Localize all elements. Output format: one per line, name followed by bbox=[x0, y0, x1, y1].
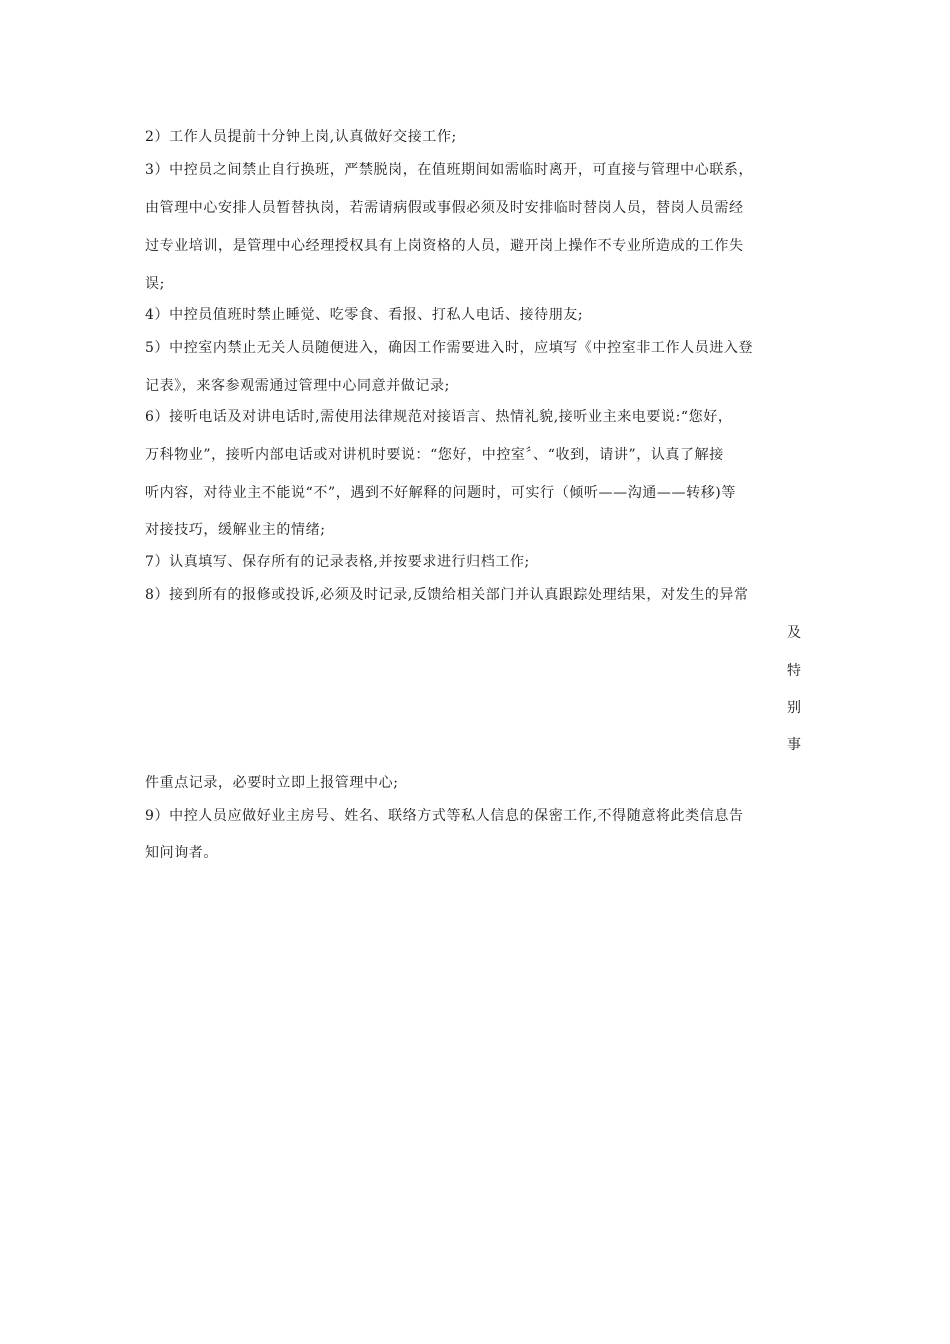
paragraph-line: 对接技巧，缓解业主的情绪; bbox=[145, 522, 326, 538]
paragraph-line: 记表》，来客参观需通过管理中心同意并做记录; bbox=[145, 378, 450, 394]
paragraph-line: 误; bbox=[145, 276, 165, 292]
paragraph-line: 7）认真填写、保存所有的记录表格,并按要求进行归档工作; bbox=[145, 554, 530, 570]
paragraph-line: 5）中控室内禁止无关人员随便进入，确因工作需要进入时，应填写《中控室非工作人员进入登 bbox=[145, 340, 754, 356]
paragraph-line: 听内容，对待业主不能说“不”，遇到不好解释的问题时，可实行（倾听——沟通——转移)等 bbox=[145, 485, 736, 501]
paragraph-line: 万科物业”，接听内部电话或对讲机时要说：“您好，中控室〞、“收到，请讲”，认真了解接 bbox=[145, 447, 724, 463]
vertical-char: 及 bbox=[787, 625, 801, 641]
paragraph-line: 过专业培训，是管理中心经理授权具有上岗资格的人员，避开岗上操作不专业所造成的工作失 bbox=[145, 238, 744, 254]
paragraph-line: 件重点记录，必要时立即上报管理中心; bbox=[145, 775, 399, 791]
paragraph-line: 知问询者。 bbox=[145, 845, 218, 861]
vertical-char: 别 bbox=[787, 700, 801, 716]
paragraph-line: 8）接到所有的报修或投诉,必须及时记录,反馈给相关部门并认真跟踪处理结果，对发生的异常 bbox=[145, 587, 749, 603]
paragraph-line: 由管理中心安排人员暂替执岗，若需请病假或事假必须及时安排临时替岗人员，替岗人员需经 bbox=[145, 200, 744, 216]
paragraph-line: 4）中控员值班时禁止睡觉、吃零食、看报、打私人电话、接待朋友; bbox=[145, 307, 584, 323]
paragraph-line: 6）接听电话及对讲电话时,需使用法律规范对接语言、热情礼貌,接听业主来电要说:“您好， bbox=[145, 409, 733, 425]
paragraph-line: 2）工作人员提前十分钟上岗,认真做好交接工作; bbox=[145, 129, 457, 145]
vertical-char: 事 bbox=[787, 737, 801, 753]
paragraph-line: 3）中控员之间禁止自行换班，严禁脱岗，在值班期间如需临时离开，可直接与管理中心联系， bbox=[145, 162, 754, 178]
paragraph-line: 9）中控人员应做好业主房号、姓名、联络方式等私人信息的保密工作,不得随意将此类信息告 bbox=[145, 808, 744, 824]
vertical-char: 特 bbox=[787, 663, 801, 679]
